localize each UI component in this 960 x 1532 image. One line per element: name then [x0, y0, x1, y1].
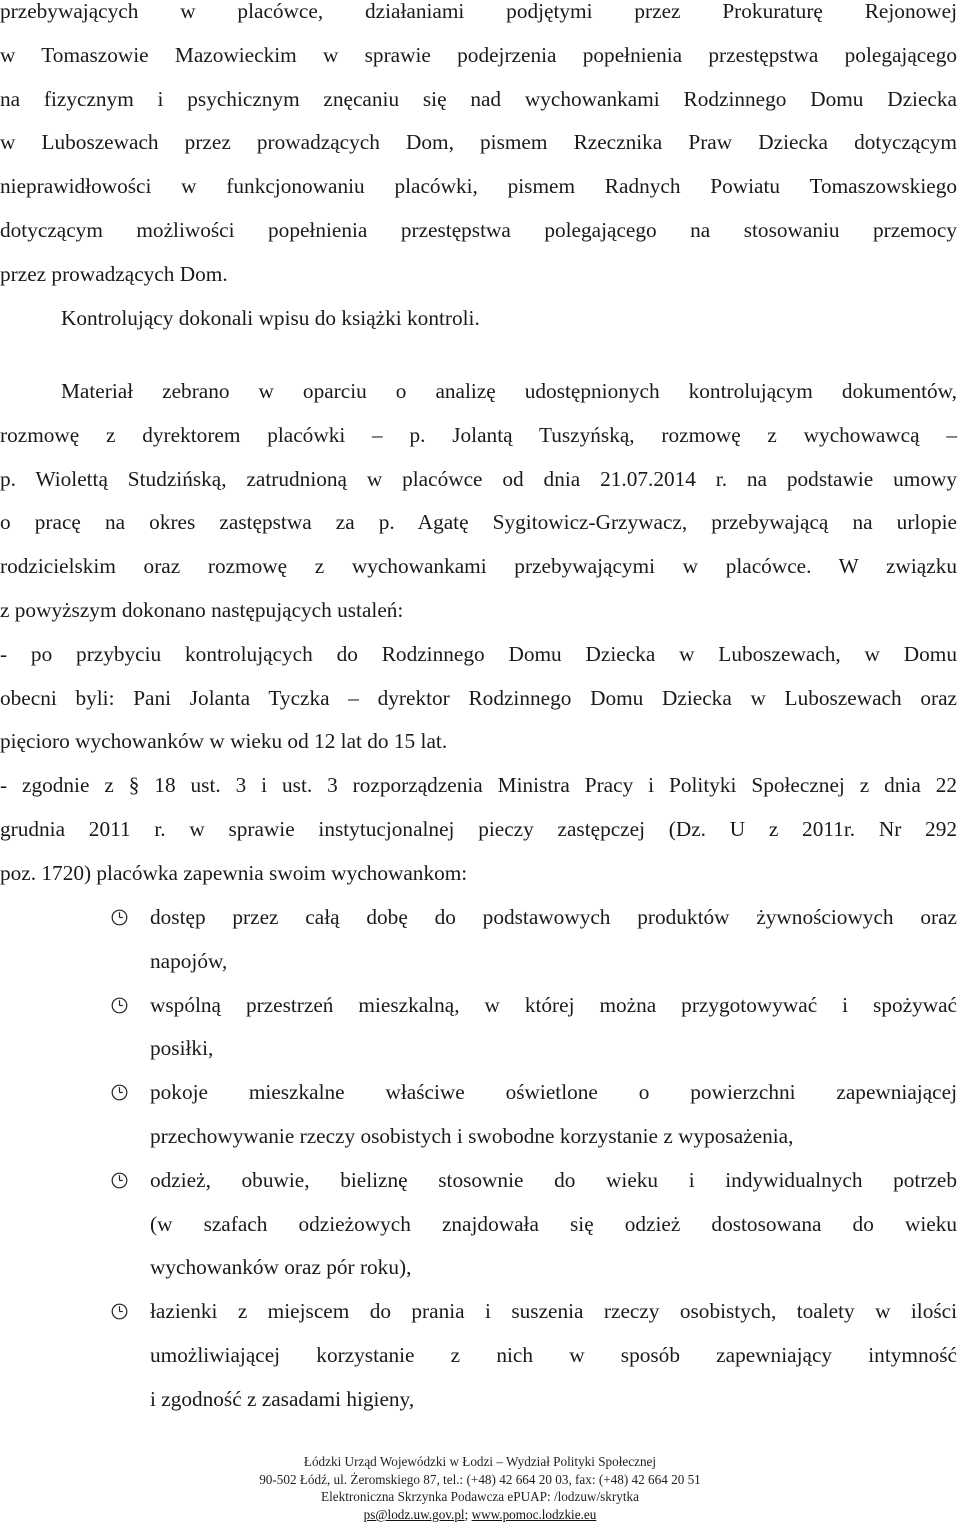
text-line: o pracę na okres zastępstwa za p. Agatę Sygitowicz-Grzywacz, przebywającą na urlopie: [0, 510, 957, 535]
clock-icon: [111, 909, 128, 926]
footer-separator: ;: [464, 1507, 472, 1523]
footer-office-name: Łódzki Urząd Wojewódzki w Łodzi – Wydział Polityki Społecznej: [303, 1454, 657, 1469]
list-item: [0, 984, 957, 1072]
text-line: dotyczącym możliwości popełnienia przestępstwa polegającego na stosowaniu przemocy: [0, 217, 957, 242]
footer-contact: [0, 1506, 960, 1524]
text-line: przez prowadzących Dom.: [0, 261, 228, 286]
text-line: nieprawidłowości w funkcjonowaniu placówki, pismem Radnych Powiatu Tomaszowskiego: [0, 174, 957, 199]
text-line: p. Wiolettą Studzińską, zatrudnioną w placówce od dnia 21.07.2014 r. na podstawie umowy: [0, 466, 957, 491]
footer-epuap: Elektroniczna Skrzynka Podawcza ePUAP: /lodzuw/skrytka: [321, 1489, 639, 1505]
list-item-line: posiłki,: [150, 1036, 214, 1061]
list-item-line: przechowywanie rzeczy osobistych i swobodne korzystanie z wyposażenia,: [150, 1123, 794, 1148]
list-item: [0, 1159, 957, 1290]
text-line: rodzicielskim oraz rozmowę z wychowankami przebywającymi w placówce. W związku: [0, 554, 957, 579]
paragraph-intro: [0, 0, 957, 340]
paragraph-inspection-book: Kontrolujący dokonali wpisu do książki kontroli.: [61, 305, 480, 330]
footer-website-link[interactable]: www.pomoc.lodzkie.eu: [471, 1507, 597, 1523]
list-item-line: dostęp przez całą dobę do podstawowych produktów żywnościowych oraz: [150, 905, 957, 929]
text-line: w Tomaszowie Mazowieckim w sprawie podejrzenia popełnienia przestępstwa polegającego: [0, 42, 957, 67]
text-line: poz. 1720) placówka zapewnia swoim wychowankom:: [0, 860, 468, 885]
text-line: grudnia 2011 r. w sprawie instytucjonalnej pieczy zastępczej (Dz. U z 2011r. Nr 292: [0, 816, 957, 841]
text-line: z powyższym dokonano następujących ustaleń:: [0, 597, 404, 622]
clock-icon: [111, 1303, 128, 1320]
clock-icon: [111, 1084, 128, 1101]
list-item-line: wychowanków oraz pór roku),: [150, 1255, 412, 1280]
list-item: [0, 1071, 957, 1159]
provisions-list: [0, 896, 957, 1422]
text-line: rozmowę z dyrektorem placówki – p. Jolantą Tuszyńską, rozmowę z wychowawcą –: [0, 422, 957, 447]
text-line: - zgodnie z § 18 ust. 3 i ust. 3 rozporządzenia Ministra Pracy i Polityki Społecznej z dnia 22: [0, 773, 957, 798]
text-line: w Luboszewach przez prowadzących Dom, pismem Rzecznika Praw Dziecka dotyczącym: [0, 130, 957, 155]
clock-icon: [111, 997, 128, 1014]
text-line: przebywających w placówce, działaniami podjętymi przez Prokuraturę Rejonowej: [0, 0, 957, 23]
list-item-line: napojów,: [150, 948, 228, 973]
footer-address: 90-502 Łódź, ul. Żeromskiego 87, tel.: (+48) 42 664 20 03, fax: (+48) 42 664 20 51: [259, 1471, 701, 1487]
list-item-line: wspólną przestrzeń mieszkalną, w której można przygotowywać i spożywać: [150, 992, 957, 1017]
paragraph-material: [0, 370, 957, 896]
page-footer: [0, 1453, 960, 1524]
list-item-line: i zgodność z zasadami higieny,: [150, 1386, 415, 1411]
text-line: pięcioro wychowanków w wieku od 12 lat do 15 lat.: [0, 729, 448, 754]
list-item-line: (w szafach odzieżowych znajdowała się odzież dostosowana do wieku: [150, 1211, 957, 1236]
list-item-line: pokoje mieszkalne właściwe oświetlone o powierzchni zapewniającej: [150, 1080, 957, 1105]
list-item: [0, 1290, 957, 1421]
list-item-line: odzież, obuwie, bieliznę stosownie do wieku i indywidualnych potrzeb: [150, 1167, 957, 1192]
clock-icon: [111, 1172, 128, 1189]
list-item-line: umożliwiającej korzystanie z nich w sposób zapewniający intymność: [150, 1342, 957, 1367]
footer-email-link[interactable]: ps@lodz.uw.gov.pl: [363, 1507, 465, 1523]
text-line: - po przybyciu kontrolujących do Rodzinnego Domu Dziecka w Luboszewach, w Domu: [0, 641, 957, 666]
text-line: obecni byli: Pani Jolanta Tyczka – dyrektor Rodzinnego Domu Dziecka w Luboszewach oraz: [0, 685, 957, 710]
text-line: Materiał zebrano w oparciu o analizę udostępnionych kontrolującym dokumentów,: [61, 379, 957, 403]
text-line: na fizycznym i psychicznym znęcaniu się nad wychowankami Rodzinnego Domu Dziecka: [0, 86, 957, 111]
list-item-line: łazienki z miejscem do prania i suszenia rzeczy osobistych, toalety w ilości: [150, 1299, 957, 1324]
list-item: [0, 896, 957, 984]
